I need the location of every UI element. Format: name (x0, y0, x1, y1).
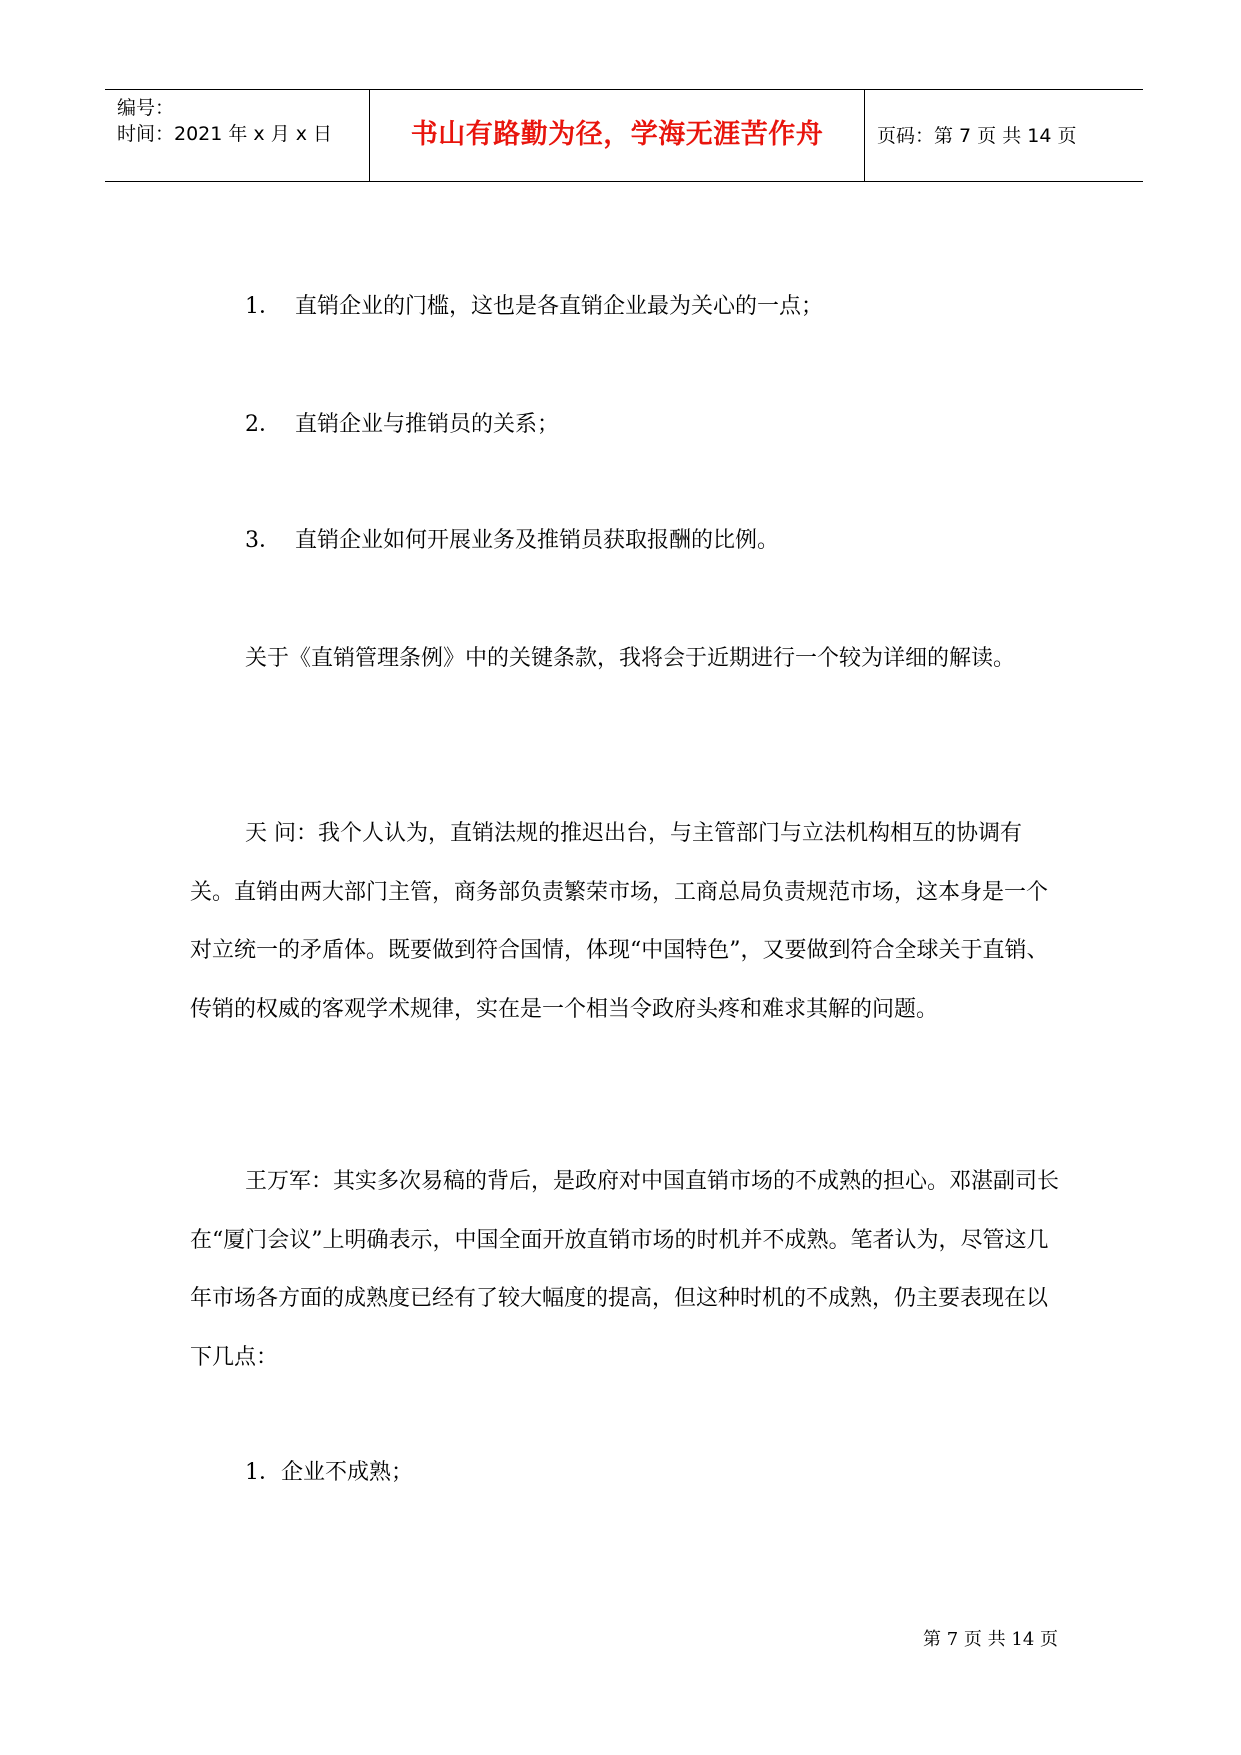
list-item (245, 1444, 413, 1503)
list-item (245, 512, 779, 571)
header-info-cell (105, 90, 370, 181)
list-item-number: 1． (245, 294, 281, 319)
document-number-label: 编号： (117, 97, 175, 119)
header-page-number: 页码：第 7 页 共 14 页 (877, 125, 1077, 147)
paragraph: 王万军：其实多次易稿的背后，是政府对中国直销市场的不成熟的担心。邓湛副司长在“厦门会议”上明确表示，中国全面开放直销市场的时机并不成熟。笔者认为，尽管这几年市场各方面的成熟度已经有了较大幅度的提高，但这种时机的不成熟，仍主要表现在以下几点： (190, 1169, 1060, 1370)
header-motto-cell (370, 90, 865, 181)
list-item-text: 企业不成熟； (281, 1460, 414, 1485)
list-item (245, 278, 823, 337)
list-item-number: 2． (245, 412, 281, 437)
list-item-text: 直销企业与推销员的关系； (295, 412, 560, 437)
header-page-cell (865, 90, 1143, 181)
page-footer: 第 7 页 共 14 页 (923, 1629, 1058, 1650)
list-item (245, 396, 559, 455)
header-motto: 书山有路勤为径，学海无涯苦作舟 (410, 119, 824, 150)
page-header (105, 89, 1143, 182)
list-item-number: 1． (245, 1460, 281, 1485)
paragraph: 天 问：我个人认为，直销法规的推迟出台，与主管部门与立法机构相互的协调有关。直销由两大部门主管，商务部负责繁荣市场，工商总局负责规范市场，这本身是一个对立统一的矛盾体。既要做到符合国情，体现“中国特色”，又要做到符合全球关于直销、传销的权威的客观学术规律，实在是一个相当令政府头疼和难求其解的问题。 (190, 821, 1049, 1022)
list-item-number: 3． (245, 528, 281, 553)
paragraph: 关于《直销管理条例》中的关键条款，我将会于近期进行一个较为详细的解读。 (245, 646, 1016, 671)
list-item-text: 直销企业如何开展业务及推销员获取报酬的比例。 (295, 528, 780, 553)
list-item-text: 直销企业的门槛，这也是各直销企业最为关心的一点； (295, 294, 824, 319)
document-time-label: 时间：2021 年 x 月 x 日 (117, 123, 333, 145)
